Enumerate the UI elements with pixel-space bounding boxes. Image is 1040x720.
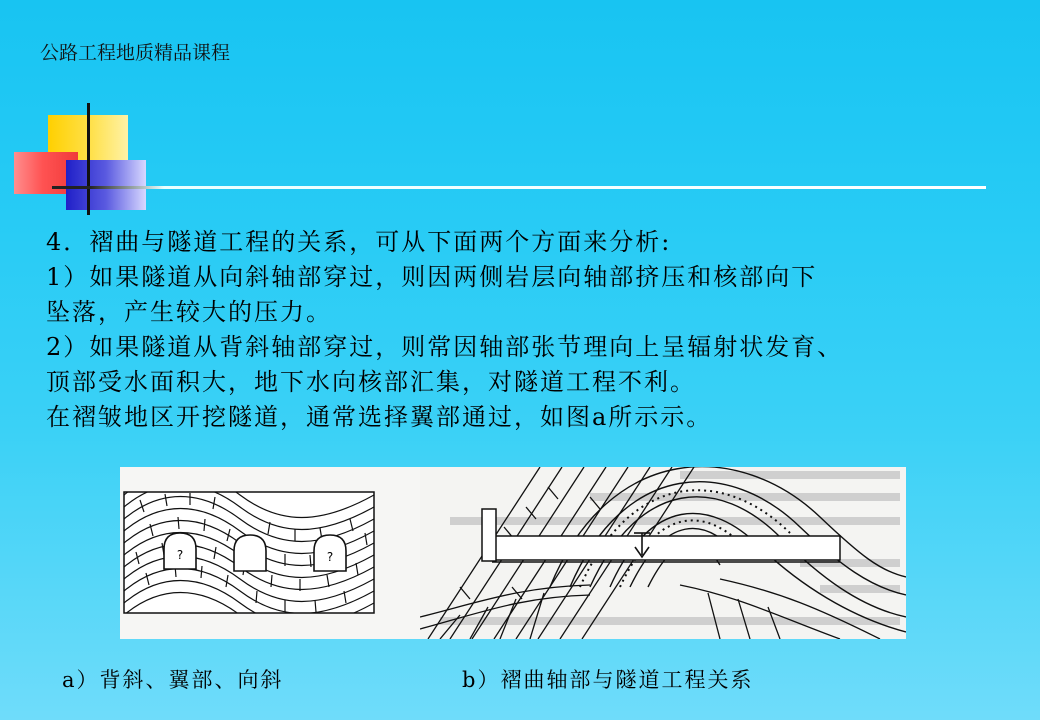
text-line: 顶部受水面积大，地下水向核部汇集，对隧道工程不利。 — [46, 368, 696, 396]
fold-diagram — [120, 467, 906, 639]
decorative-vertical-line — [87, 103, 90, 215]
figure-caption-a: a）背斜、翼部、向斜 — [62, 668, 284, 692]
text-line: 2）如果隧道从背斜轴部穿过，则常因轴部张节理向上呈辐射状发育、 — [46, 333, 844, 361]
tunnel-mark: ? — [176, 548, 184, 562]
figure-caption-b: b）褶曲轴部与隧道工程关系 — [462, 668, 754, 692]
main-text-block — [46, 225, 1016, 435]
decorative-blue-square — [66, 160, 146, 210]
figure-b-fold-axis — [420, 467, 906, 639]
text-line: 4．褶曲与隧道工程的关系，可从下面两个方面来分析: — [46, 228, 672, 256]
page-header-title: 公路工程地质精品课程 — [40, 42, 231, 64]
tunnel-mark: ? — [326, 550, 334, 564]
figure-a-folds — [124, 473, 374, 638]
text-line: 在褶皱地区开挖隧道，通常选择翼部通过，如图a所示示。 — [46, 403, 713, 431]
geology-figure — [120, 467, 906, 639]
text-line: 坠落，产生较大的压力。 — [46, 298, 332, 326]
decorative-horizontal-rule — [52, 186, 986, 189]
text-line: 1）如果隧道从向斜轴部穿过，则因两侧岩层向轴部挤压和核部向下 — [46, 263, 818, 291]
